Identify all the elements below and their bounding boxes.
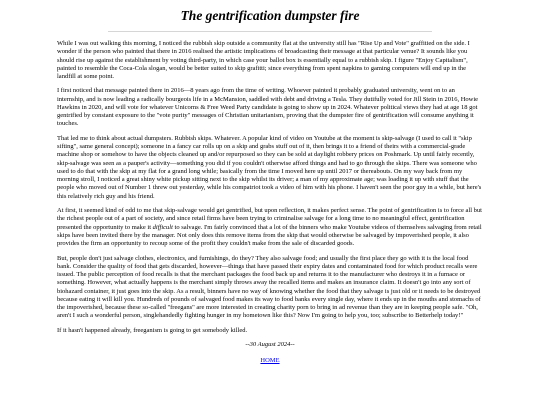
article-paragraph-2: I first noticed that message painted there in 2016—8 years ago from the time of writing. Whoever painted it probably graduated university, went on to an internship, and is now leading a radically bourgeois life in a McMansion, saddled with debt and driving a Tesla. They dutifully voted for Jill Stein in 2016, Howie Hawkins in 2020, and will vote for whatever Unicorns & Free Weed Party candidate is going to show up in 2024. Whatever political views they had at age 18 got gentrified by constant exposure to the "vote purity" messages of Christian unitarianism, proving that the dumpster fire of gentrification will consume anything it touches. [57,87,479,128]
paragraph-text-before: At first, it seemed kind of odd to me that skip-salvage would get gentrified, but upon reflection, it makes perfect sense. The point of gentrification is to force all but the richest people out of a part of society, and since retail firms have been trying to criminalise salvage for a long time to no meaningful effect, gentrification presented the opportunity to make it [57,207,482,231]
article-paragraph-5: But, people don't just salvage clothes, electronics, and furnishings, do they? They also salvage food; and usually the first place they go with it is the local food bank. Consider the quality of food that gets discarded, however—things that have passed their expiry dates and contaminated food for which product recalls were issued. The public perception of food recalls is that the merchant packages the food back up and returns it to the manufacturer who destroys it in a furnace or something. However, what actually happens is the merchant simply throws away the recalled items and makes an insurance claim. It doesn't go into any sort of biohazard container, it just goes into the skip. As a result, binners have no way of knowing whether the food that they salvage is just old or it needs to be destroyed because eating it will kill you. Hundreds of pounds of salvaged food makes its way to food banks every single day, where it ends up in the mouths and stomachs of the impoverished, because these so-called "freegans" are more interested in creating charity porn to bring in ad revenue than they are in keeping people safe. "Oh, aren't I such a wonderful person, singlehandedly fighting hunger in my hometown like this? Now I'm going to help you, too; subscribe to Betterhelp today!" [57,254,481,320]
emphasized-word: difficult [152,223,173,231]
paragraph-text-after: to salvage. I'm fairly convinced that a lot of the binners who make Youtube videos of themselves salvaging from retail skips have been invited there by the manager. Not only does this remove items from the skip that would otherwise be salvaged by impoverished people, it also provides the firm an opportunity to recoup some of the profit they couldn't make from the sale of discarded goods. [57,223,482,248]
article-paragraph-4 [57,207,483,248]
post-date: --30 August 2024-- [245,341,295,349]
article-paragraph-3: That led me to think about actual dumpsters. Rubbish skips. Whatever. A popular kind of video on Youtube at the moment is skip-salvage (I used to call it "skip sifting", same general concept); someone in a fancy car rolls up on a skip and grabs stuff out of it, then brings it to a friend of theirs with a commercial-grade machine shop or somehow to have the objects cleaned up and/or repurposed so they can be sold at daylight robbery prices on Poshmark. Up until fairly recently, skip-salvage was seen as a pauper's activity—something you did if you couldn't otherwise afford things and had to go through the skips. There was someone who used to do that with the skip at my flat for a grand long while; basically from the time I moved here up until 2017 or thereabouts. On my way back from my morning stroll, I noticed a great shiny white pickup sitting next to the skip whilst its driver; a man of my approximate age; was loading it up with stuff that the people who moved out of Number 1 threw out yesterday, while his compatriot took a video of him with his phone. I haven't seen the poor guy in a while, but here's this relatively rich guy and his friend. [57,134,482,200]
footer-nav [57,357,483,365]
article-paragraph-1: While I was out walking this morning, I noticed the rubbish skip outside a community flat at the university still has "Rise Up and Vote" graffitied on the side. I wonder if the person who painted that there in 2016 realised the artistic implications of broadcasting their message at that particular venue? It sounds like you should rise up against the establishment by voting third-party, in which case your ballot box is essentially equal to a rubbish skip. I figure "Enjoy Capitalism", painted to resemble the Coca-Cola slogan, would be better suited to skip grafitti; since everything from spent napkins to gaming computers will end up in the landfill at some point. [57,40,470,80]
page-header [0,0,540,32]
page-title: The gentrification dumpster fire [180,8,360,23]
title-divider [108,31,432,32]
article-paragraph-6: If it hasn't happened already, freeganism is going to get somebody killed. [57,326,248,334]
home-link[interactable]: HOME [260,357,280,365]
article-body [57,40,483,366]
